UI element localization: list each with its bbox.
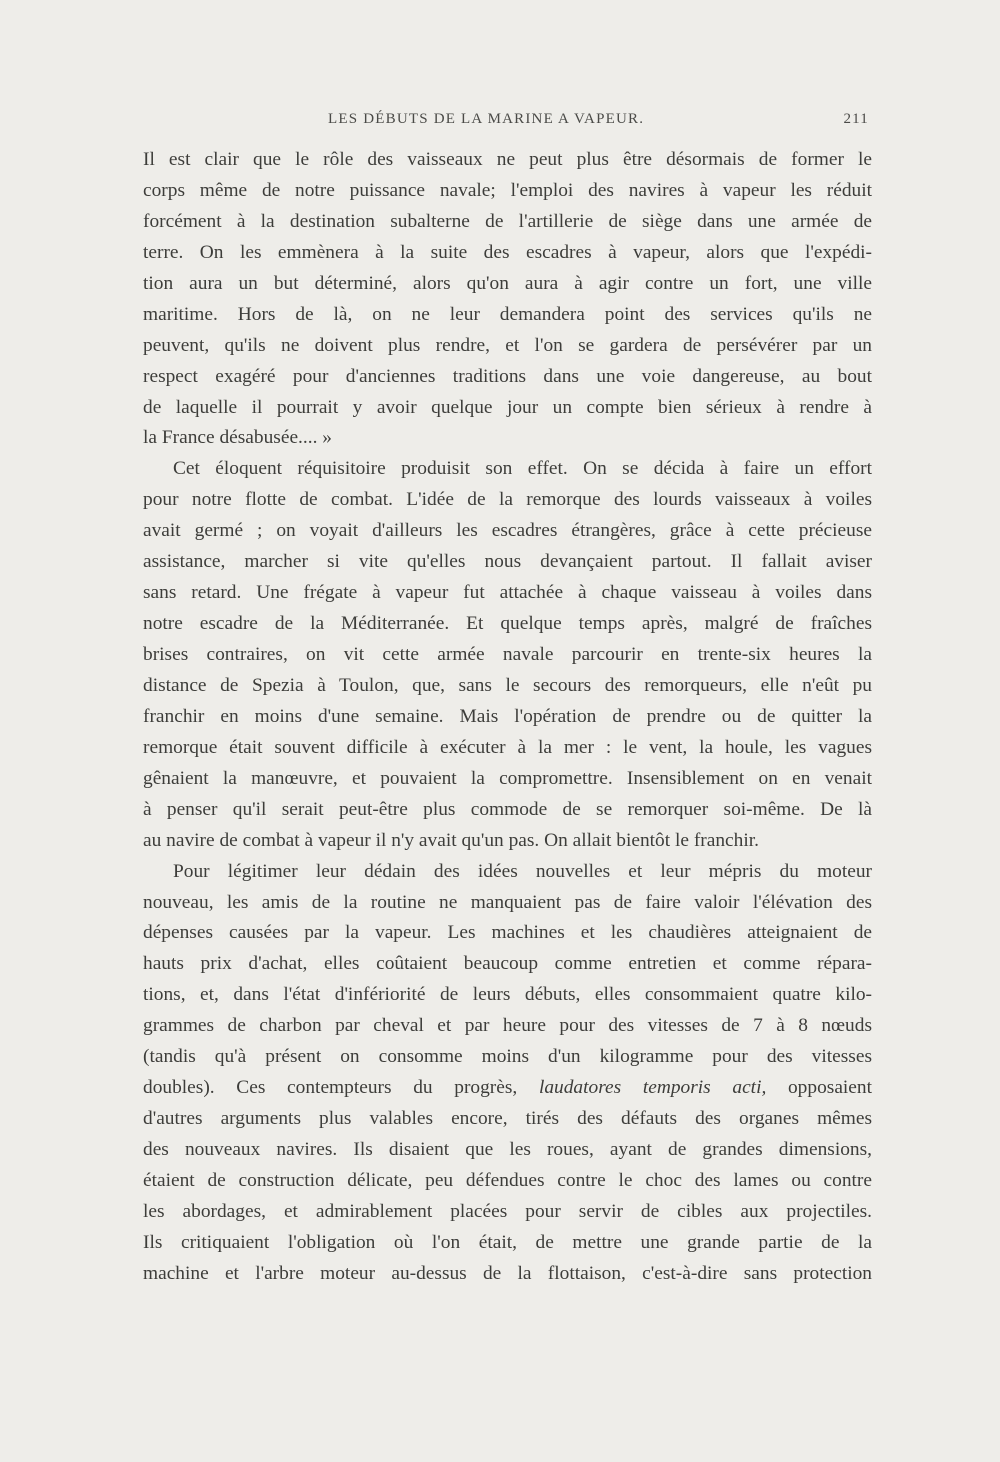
text-line: Pour légitimer leur dédain des idées nouvelles et leur mépris du moteur: [173, 860, 872, 882]
text-line: au navire de combat à vapeur il n'y avait qu'un pas. On allait bientôt le franchir.: [143, 829, 759, 851]
text-line: respect exagéré pour d'anciennes traditions dans une voie dangereuse, au bout: [143, 365, 872, 387]
text-line: la France désabusée.... »: [143, 427, 332, 449]
text-line: Ils critiquaient l'obligation où l'on était, de mettre une grande partie de la: [143, 1231, 872, 1253]
text-line: avait germé ; on voyait d'ailleurs les escadres étrangères, grâce à cette précieuse: [143, 520, 872, 542]
text-line: Cet éloquent réquisitoire produisit son effet. On se décida à faire un effort: [173, 458, 872, 480]
text-line: distance de Spezia à Toulon, que, sans le secours des remorqueurs, elle n'eût pu: [143, 674, 872, 696]
body-text: [143, 145, 872, 1290]
text-line: Il est clair que le rôle des vaisseaux ne peut plus être désormais de former le: [143, 149, 872, 170]
text-line: forcément à la destination subalterne de l'artillerie de siège dans une armée de: [143, 210, 872, 232]
text-line: brises contraires, on vit cette armée navale parcourir en trente-six heures la: [143, 644, 872, 665]
text-line: de laquelle il pourrait y avoir quelque jour un compte bien sérieux à rendre à: [143, 396, 872, 418]
text-line: tion aura un but déterminé, alors qu'on aura à agir contre un fort, une ville: [143, 272, 872, 294]
paragraph-1: [143, 145, 872, 454]
text-line: pour notre flotte de combat. L'idée de la remorque des lourds vaisseaux à voiles: [143, 489, 872, 511]
text-line: maritime. Hors de là, on ne leur demandera point des services qu'ils ne: [143, 303, 872, 325]
running-title: LES DÉBUTS DE LA MARINE A VAPEUR.: [328, 111, 645, 127]
text-line: terre. On les emmènera à la suite des escadres à vapeur, alors que l'expédi-: [143, 241, 872, 263]
running-head: [143, 111, 873, 135]
text-line: sans retard. Une frégate à vapeur fut attachée à chaque vaisseau à voiles dans: [143, 582, 872, 604]
text-line: grammes de charbon par cheval et par heure pour des vitesses de 7 à 8 nœuds: [143, 1015, 872, 1037]
latin-phrase: laudatores temporis acti,: [538, 1077, 767, 1099]
text-line: étaient de construction délicate, peu défendues contre le choc des lames ou contre: [143, 1169, 872, 1191]
text-line: assistance, marcher si vite qu'elles nous devançaient partout. Il fallait aviser: [143, 551, 872, 573]
text-line: remorque était souvent difficile à exécuter à la mer : le vent, la houle, les vagues: [143, 736, 872, 758]
text-line: gênaient la manœuvre, et pouvaient la compromettre. Insensiblement on en venait: [143, 767, 872, 789]
text-line: corps même de notre puissance navale; l'emploi des navires à vapeur les réduit: [143, 179, 872, 201]
text-line: dépenses causées par la vapeur. Les machines et les chaudières atteignaient de: [143, 922, 872, 944]
paragraph-3: [143, 857, 872, 1290]
text-line-with-italic: [143, 1073, 872, 1104]
text-line: (tandis qu'à présent on consomme moins d'un kilogramme pour des vitesses: [143, 1046, 872, 1068]
text-line: franchir en moins d'une semaine. Mais l'opération de prendre ou de quitter la: [143, 705, 872, 727]
line-start: doubles). Ces contempteurs du progrès,: [143, 1077, 539, 1099]
text-line: hauts prix d'achat, elles coûtaient beaucoup comme entretien et comme répara-: [143, 953, 872, 975]
text-line: machine et l'arbre moteur au-dessus de la flottaison, c'est-à-dire sans protection: [143, 1262, 872, 1284]
text-line: peuvent, qu'ils ne doivent plus rendre, et l'on se gardera de persévérer par un: [143, 334, 872, 356]
line-end: opposaient: [766, 1077, 872, 1099]
paragraph-2: [143, 454, 872, 856]
text-line: des nouveaux navires. Ils disaient que les roues, ayant de grandes dimensions,: [143, 1139, 872, 1160]
text-line: notre escadre de la Méditerranée. Et quelque temps après, malgré de fraîches: [143, 613, 872, 635]
text-line: nouveau, les amis de la routine ne manquaient pas de faire valoir l'élévation des: [143, 891, 872, 913]
text-line: d'autres arguments plus valables encore, tirés des défauts des organes mêmes: [143, 1108, 872, 1130]
text-line: tions, et, dans l'état d'infériorité de leurs débuts, elles consommaient quatre kilo-: [143, 984, 872, 1006]
page-number: 211: [843, 111, 869, 127]
text-line: à penser qu'il serait peut-être plus commode de se remorquer soi-même. De là: [143, 798, 872, 820]
text-line: les abordages, et admirablement placées pour servir de cibles aux projectiles.: [143, 1200, 872, 1222]
